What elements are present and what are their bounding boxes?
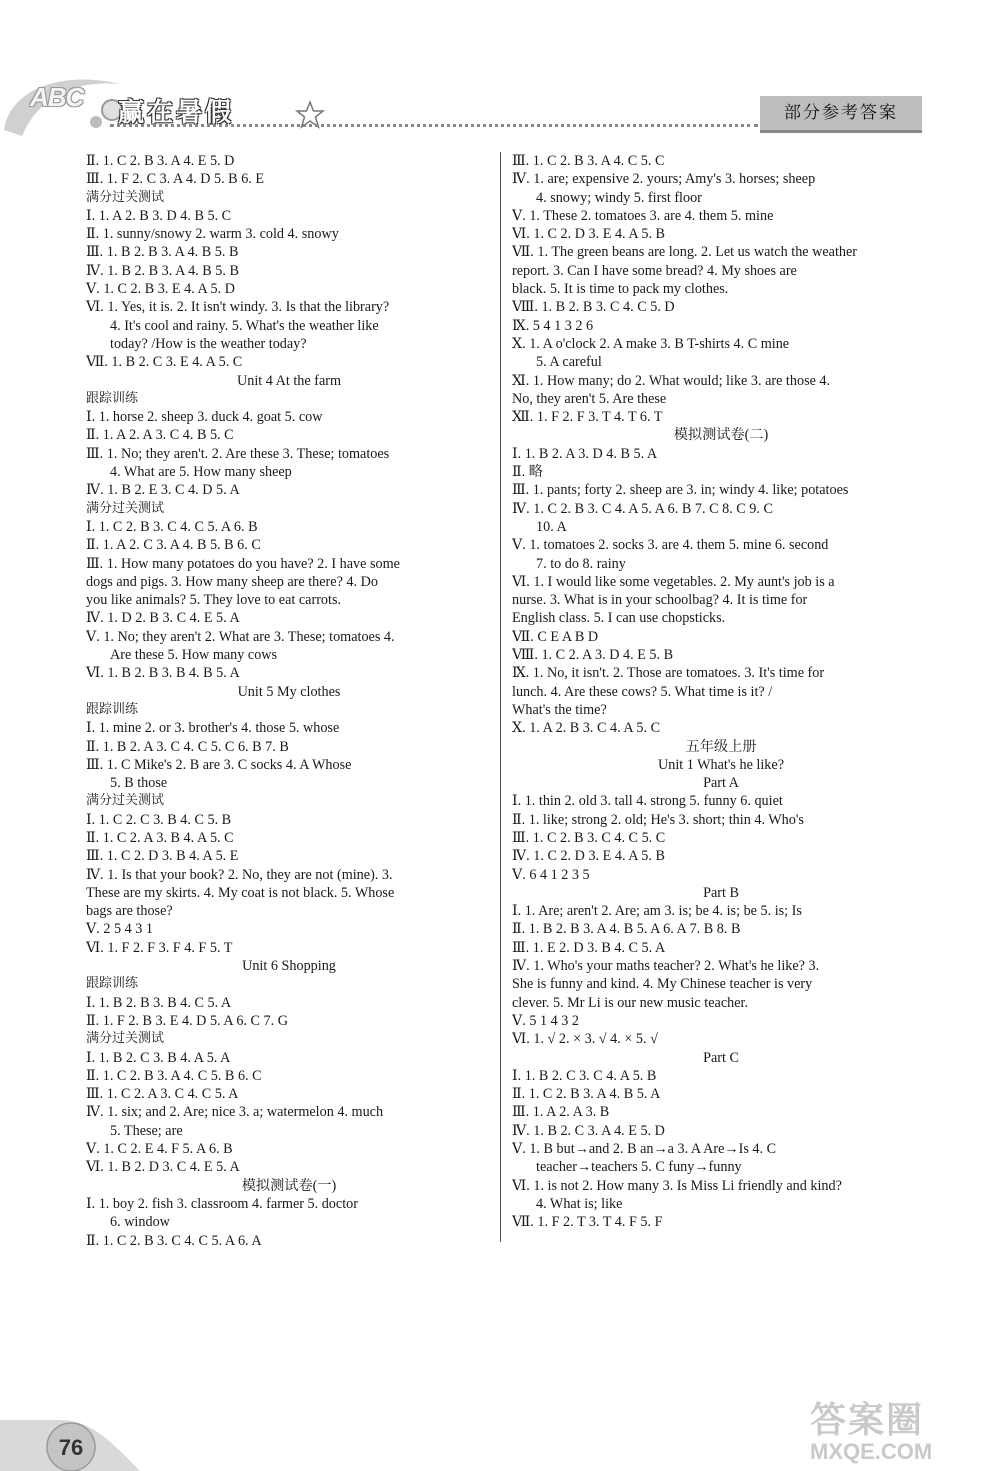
answer-line: teacher→teachers 5. C funy→funny <box>536 1159 742 1176</box>
answer-line: Ⅵ. 1. C 2. D 3. E 4. A 5. B <box>512 226 666 243</box>
answer-line: Ⅰ. 1. horse 2. sheep 3. duck 4. goat 5. cow <box>86 409 323 426</box>
answer-line: Ⅻ. 1. F 2. F 3. T 4. T 6. T <box>512 409 663 426</box>
answer-line: dogs and pigs. 3. How many sheep are there? 4. Do <box>86 573 378 590</box>
answer-line: Ⅳ. 1. B 2. B 3. A 4. B 5. B <box>86 262 239 279</box>
answer-line: Ⅸ. 1. No, it isn't. 2. Those are tomatoes. 3. It's time for <box>512 665 825 682</box>
section-heading: Unit 6 Shopping <box>242 958 336 975</box>
answer-line: Ⅱ. 略 <box>512 464 543 481</box>
answer-line: Ⅱ. 1. C 2. B 3. A 4. B 5. A <box>512 1086 661 1103</box>
answer-line: Ⅱ. 1. F 2. B 3. E 4. D 5. A 6. C 7. G <box>86 1012 288 1029</box>
answer-line: English class. 5. I can use chopsticks. <box>512 610 726 627</box>
page-number: 76 <box>58 1435 84 1460</box>
answer-line: Ⅱ. 1. B 2. A 3. C 4. C 5. C 6. B 7. B <box>86 738 289 755</box>
section-heading: Unit 5 My clothes <box>237 683 341 700</box>
answer-line: Ⅳ. 1. Who's your maths teacher? 2. What's he like? 3. <box>512 958 820 975</box>
answer-line: 5. B those <box>110 775 168 792</box>
answer-line: Ⅴ. 1. B but→and 2. B an→a 3. A Are→Is 4. C <box>512 1141 777 1158</box>
answer-line: Ⅰ. 1. C 2. B 3. C 4. C 5. A 6. B <box>86 518 258 535</box>
answer-line: 4. What is; like <box>536 1195 623 1212</box>
answer-line: 4. snowy; windy 5. first floor <box>536 189 702 206</box>
answer-line: Ⅰ. 1. mine 2. or 3. brother's 4. those 5. whose <box>86 720 340 737</box>
answer-line: Ⅵ. 1. B 2. B 3. B 4. B 5. A <box>86 665 240 682</box>
answer-line: Ⅱ. 1. B 2. B 3. A 4. B 5. A 6. A 7. B 8. B <box>512 921 741 938</box>
answer-line: Ⅱ. 1. A 2. C 3. A 4. B 5. B 6. C <box>86 537 261 554</box>
answer-line: nurse. 3. What is in your schoolbag? 4. It is time for <box>512 592 808 609</box>
answer-line: Ⅹ. 1. A o'clock 2. A make 3. B T-shirts 4. C mine <box>512 335 790 352</box>
answer-line: Ⅵ. 1. Yes, it is. 2. It isn't windy. 3. Is that the library? <box>86 299 390 316</box>
answer-line: Ⅶ. 1. F 2. T 3. T 4. F 5. F <box>512 1214 663 1231</box>
subsection-label: 跟踪训练 <box>86 976 139 992</box>
answer-line: Ⅰ. 1. B 2. C 3. C 4. A 5. B <box>512 1067 657 1084</box>
answer-line: Ⅲ. 1. How many potatoes do you have? 2. I have some <box>86 555 400 572</box>
answer-line: Ⅰ. 1. B 2. A 3. D 4. B 5. A <box>512 445 658 462</box>
answer-line: Ⅳ. 1. C 2. B 3. C 4. A 5. A 6. B 7. C 8. C 9. C <box>512 500 773 517</box>
header-badge: 部分参考答案 <box>760 96 922 133</box>
right-answer-column <box>512 152 930 1232</box>
subsection-label: 满分过关测试 <box>86 189 165 205</box>
section-heading: 五年级上册 <box>685 738 757 755</box>
answer-line: Ⅴ. 2 5 4 3 1 <box>86 921 153 938</box>
answer-line: Ⅰ. 1. Are; aren't 2. Are; am 3. is; be 4. is; be 5. is; Is <box>512 903 802 920</box>
column-divider <box>500 152 501 1242</box>
subsection-label: 满分过关测试 <box>86 793 165 809</box>
answer-line: Ⅳ. 1. B 2. C 3. A 4. E 5. D <box>512 1122 665 1139</box>
section-heading: Unit 4 At the farm <box>236 372 342 389</box>
answer-line: Ⅴ. 1. tomatoes 2. socks 3. are 4. them 5. mine 6. second <box>512 537 829 554</box>
answer-line: Ⅲ. 1. A 2. A 3. B <box>512 1104 610 1121</box>
answer-line: Ⅵ. 1. I would like some vegetables. 2. My aunt's job is a <box>512 573 835 590</box>
answer-line: Ⅰ. 1. B 2. C 3. B 4. A 5. A <box>86 1049 231 1066</box>
section-heading: Unit 1 What's he like? <box>657 756 784 773</box>
left-answer-column <box>86 152 492 1250</box>
answer-line: Ⅲ. 1. C Mike's 2. B are 3. C socks 4. A Whose <box>86 756 352 773</box>
answer-line: Ⅹ. 1. A 2. B 3. C 4. A 5. C <box>512 720 661 737</box>
answer-line: bags are those? <box>86 903 173 920</box>
answer-line: Ⅲ. 1. C 2. B 3. A 4. C 5. C <box>512 153 665 169</box>
answer-line: Ⅰ. 1. A 2. B 3. D 4. B 5. C <box>86 207 232 224</box>
answer-line: clever. 5. Mr Li is our new music teacher. <box>512 994 748 1011</box>
answer-line: Ⅶ. 1. B 2. C 3. E 4. A 5. C <box>86 354 243 371</box>
answer-line: Ⅰ. 1. B 2. B 3. B 4. C 5. A <box>86 994 232 1011</box>
answer-line: Ⅳ. 1. Is that your book? 2. No, they are not (mine). 3. <box>86 866 393 883</box>
answer-line: Ⅲ. 1. B 2. B 3. A 4. B 5. B <box>86 244 239 261</box>
answer-line: These are my skirts. 4. My coat is not black. 5. Whose <box>86 884 395 901</box>
answer-line: Ⅰ. 1. C 2. C 3. B 4. C 5. B <box>86 811 232 828</box>
answer-line: Ⅳ. 1. are; expensive 2. yours; Amy's 3. horses; sheep <box>512 171 816 188</box>
logo-text: ABC <box>30 82 84 112</box>
answer-line: Ⅺ. 1. How many; do 2. What would; like 3. are those 4. <box>512 372 831 389</box>
subsection-label: 跟踪训练 <box>86 390 139 406</box>
answer-line: Ⅲ. 1. C 2. A 3. C 4. C 5. A <box>86 1086 239 1103</box>
brand-title: 赢在暑假 <box>118 98 235 128</box>
answer-line: Ⅵ. 1. is not 2. How many 3. Is Miss Li friendly and kind? <box>512 1177 842 1194</box>
answer-line: Ⅷ. 1. C 2. A 3. D 4. E 5. B <box>512 647 674 664</box>
answer-line: Ⅱ. 1. C 2. B 3. A 4. E 5. D <box>86 153 235 169</box>
section-heading: Part A <box>703 775 739 792</box>
answer-line: Ⅱ. 1. C 2. B 3. A 4. C 5. B 6. C <box>86 1067 262 1084</box>
answer-line: 4. What are 5. How many sheep <box>110 464 292 481</box>
answer-line: Ⅵ. 1. B 2. D 3. C 4. E 5. A <box>86 1159 240 1176</box>
answer-line: Ⅴ. 1. No; they aren't 2. What are 3. These; tomatoes 4. <box>86 628 395 645</box>
answer-line: Ⅲ. 1. No; they aren't. 2. Are these 3. These; tomatoes <box>86 445 390 462</box>
answer-line: Ⅲ. 1. F 2. C 3. A 4. D 5. B 6. E <box>86 171 265 188</box>
answer-line: Ⅰ. 1. boy 2. fish 3. classroom 4. farmer 5. doctor <box>86 1195 358 1212</box>
answer-line: 6. window <box>110 1214 170 1231</box>
page-header <box>0 0 1000 150</box>
answer-line: Ⅰ. 1. thin 2. old 3. tall 4. strong 5. funny 6. quiet <box>512 793 783 810</box>
answer-line: Ⅴ. 5 1 4 3 2 <box>512 1012 579 1029</box>
answer-line: 5. These; are <box>110 1122 183 1139</box>
answer-line: Ⅲ. 1. C 2. B 3. C 4. C 5. C <box>512 829 666 846</box>
watermark-url: MXQE.COM <box>810 1439 933 1464</box>
subsection-label: 满分过关测试 <box>86 1031 165 1047</box>
answer-line: lunch. 4. Are these cows? 5. What time is it? / <box>512 683 773 700</box>
answer-line: Ⅱ. 1. C 2. B 3. C 4. C 5. A 6. A <box>86 1232 262 1249</box>
answer-line: black. 5. It is time to pack my clothes. <box>512 281 729 298</box>
answer-line: She is funny and kind. 4. My Chinese teacher is very <box>512 976 813 993</box>
answer-line: No, they aren't 5. Are these <box>512 390 667 407</box>
answer-line: Ⅴ. 1. C 2. B 3. E 4. A 5. D <box>86 281 235 298</box>
answer-line: Ⅱ. 1. sunny/snowy 2. warm 3. cold 4. snowy <box>86 226 339 243</box>
subsection-label: 跟踪训练 <box>86 701 139 717</box>
answer-line: Ⅵ. 1. √ 2. × 3. √ 4. × 5. √ <box>512 1031 658 1048</box>
answer-line: Ⅱ. 1. A 2. A 3. C 4. B 5. C <box>86 427 234 444</box>
answer-line: Ⅳ. 1. B 2. E 3. C 4. D 5. A <box>86 482 240 499</box>
answer-line: 4. It's cool and rainy. 5. What's the weather like <box>110 317 379 334</box>
site-watermark <box>810 1400 1000 1471</box>
header-dotted-divider <box>110 124 758 127</box>
section-heading: 模拟测试卷(二) <box>673 427 769 444</box>
answer-line: Ⅴ. 6 4 1 2 3 5 <box>512 866 590 883</box>
section-heading: Part B <box>703 884 739 901</box>
answer-line: What's the time? <box>512 701 607 718</box>
answer-line: Ⅱ. 1. like; strong 2. old; He's 3. short; thin 4. Who's <box>512 811 804 828</box>
answer-line: Ⅶ. 1. The green beans are long. 2. Let us watch the weather <box>512 244 858 261</box>
answer-line: you like animals? 5. They love to eat carrots. <box>86 592 342 609</box>
answer-line: Ⅲ. 1. E 2. D 3. B 4. C 5. A <box>512 939 666 956</box>
subsection-label: 满分过关测试 <box>86 500 165 516</box>
answer-line: Are these 5. How many cows <box>110 647 278 664</box>
answer-line: Ⅴ. 1. C 2. E 4. F 5. A 6. B <box>86 1141 233 1158</box>
section-heading: 模拟测试卷(一) <box>241 1177 337 1194</box>
answer-line: Ⅷ. 1. B 2. B 3. C 4. C 5. D <box>512 299 675 316</box>
answer-line: Ⅴ. 1. These 2. tomatoes 3. are 4. them 5. mine <box>512 207 774 224</box>
answer-line: Ⅲ. 1. pants; forty 2. sheep are 3. in; windy 4. like; potatoes <box>512 482 849 499</box>
watermark-title: 答案圈 <box>810 1399 925 1440</box>
answer-line: today? /How is the weather today? <box>110 335 307 352</box>
answer-line: Ⅲ. 1. C 2. D 3. B 4. A 5. E <box>86 848 239 865</box>
answer-line: Ⅵ. 1. F 2. F 3. F 4. F 5. T <box>86 939 233 956</box>
answer-line: Ⅳ. 1. C 2. D 3. E 4. A 5. B <box>512 848 665 865</box>
section-heading: Part C <box>703 1049 739 1066</box>
answer-line: Ⅸ. 5 4 1 3 2 6 <box>512 317 594 334</box>
answer-line: 5. A careful <box>536 354 602 371</box>
answer-line: Ⅱ. 1. C 2. A 3. B 4. A 5. C <box>86 829 234 846</box>
answer-line: 10. A <box>536 518 567 535</box>
answer-line: report. 3. Can I have some bread? 4. My shoes are <box>512 262 797 279</box>
answer-line: Ⅶ. C E A B D <box>512 628 599 645</box>
answer-line: Ⅳ. 1. D 2. B 3. C 4. E 5. A <box>86 610 240 627</box>
answer-line: Ⅳ. 1. six; and 2. Are; nice 3. a; watermelon 4. much <box>86 1104 384 1121</box>
answer-line: 7. to do 8. rainy <box>536 555 626 572</box>
